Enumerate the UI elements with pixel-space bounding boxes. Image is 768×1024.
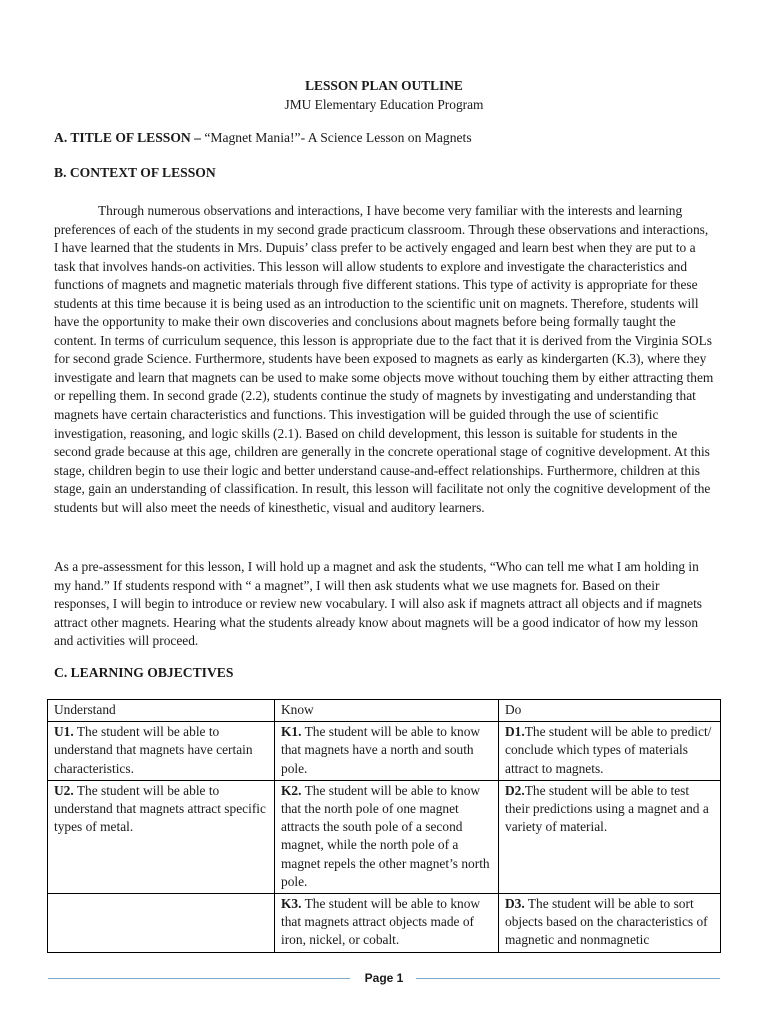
section-a-label: A. TITLE OF LESSON –: [54, 130, 205, 145]
objective-cell: D1.The student will be able to predict/ conclude which types of materials attract to magnets.: [499, 722, 721, 781]
lesson-title: “Magnet Mania!”- A Science Lesson on Magnets: [204, 130, 472, 145]
section-a-heading: [54, 130, 472, 146]
page-number: Page 1: [364, 971, 404, 985]
section-b-heading: B. CONTEXT OF LESSON: [54, 165, 216, 180]
table-row: [48, 894, 721, 953]
context-paragraph-1: Through numerous observations and interactions, I have become very familiar with the interests and learning preferences of each of the students in my second grade practicum classroom. Through these observations and interactions, I have learned that the students in Mrs. Dupuis’ class prefer to be actively engaged and learn best when they are put to a task that involves hands-on activities. This lesson will allow students to explore and investigate the characteristics and functions of magnets and magnetic materials through five different stations. This type of activity is appropriate for these students at this time because it is being used as an introduction to the scientific unit on magnets. Therefore, students will have the opportunity to make their own discoveries and conclusions about magnets before being formally taught the content. In terms of curriculum sequence, this lesson is appropriate due to the fact that it is derived from the Virginia SOLs for second grade Science. Furthermore, students have been exposed to magnets as early as kindergarten (K.3), where they investigate and learn that magnets can be used to make some objects move without touching them by either attracting them or repelling them. In second grade (2.2), students continue the study of magnets by investigating and understanding that magnets have certain characteristics and functions. This investigation will be guided through the use of scientific investigation, reasoning, and logic skills (2.1). Based on child development, this lesson is suitable for students in the second grade because at this age, children are generally in the concrete operational stage of cognitive development. At this stage, children begin to use their logic and better understand cause-and-effect relationships. Furthermore, children at this stage, gain an understanding of classification. In result, this lesson will facilitate not only the cognitive development of the students but will also meet the needs of kinesthetic, visual and auditory learners.: [54, 203, 714, 515]
objective-cell: U2. The student will be able to understand that magnets attract specific types of metal.: [48, 780, 275, 893]
objective-cell: K2. The student will be able to know that the north pole of one magnet attracts the south pole of a second magnet, while the north pole of a magnet repels the other magnet’s north pole.: [275, 780, 499, 893]
objective-cell-empty: [48, 894, 275, 953]
context-paragraph-2: As a pre-assessment for this lesson, I will hold up a magnet and ask the students, “Who can tell me what I am holding in my hand.” If students respond with “ a magnet”, I will then ask students what we use magnets for. Based on their responses, I will begin to introduce or review new vocabulary. I will also ask if magnets attract all objects and if magnets attract other magnets. Hearing what the students already know about magnets will be a good indicator of how my lesson and activities will proceed.: [54, 559, 703, 649]
document-title: LESSON PLAN OUTLINE: [305, 78, 463, 93]
table-header-row: [48, 700, 721, 722]
objective-cell: D3. The student will be able to sort objects based on the characteristics of magnetic and nonmagnetic: [499, 894, 721, 953]
column-header-understand: Understand: [48, 700, 275, 722]
section-c-heading: C. LEARNING OBJECTIVES: [54, 665, 234, 680]
objective-cell: U1. The student will be able to understand that magnets have certain characteristics.: [48, 722, 275, 781]
objective-cell: K1. The student will be able to know that magnets have a north and south pole.: [275, 722, 499, 781]
objective-cell: K3. The student will be able to know that magnets attract objects made of iron, nickel, or cobalt.: [275, 894, 499, 953]
column-header-do: Do: [499, 700, 721, 722]
document-header: [0, 76, 768, 114]
document-subtitle: JMU Elementary Education Program: [284, 97, 484, 112]
table-row: [48, 722, 721, 781]
learning-objectives-table: [47, 699, 721, 953]
objective-cell: D2.The student will be able to test their predictions using a magnet and a variety of material.: [499, 780, 721, 893]
table-row: [48, 780, 721, 893]
column-header-know: Know: [275, 700, 499, 722]
